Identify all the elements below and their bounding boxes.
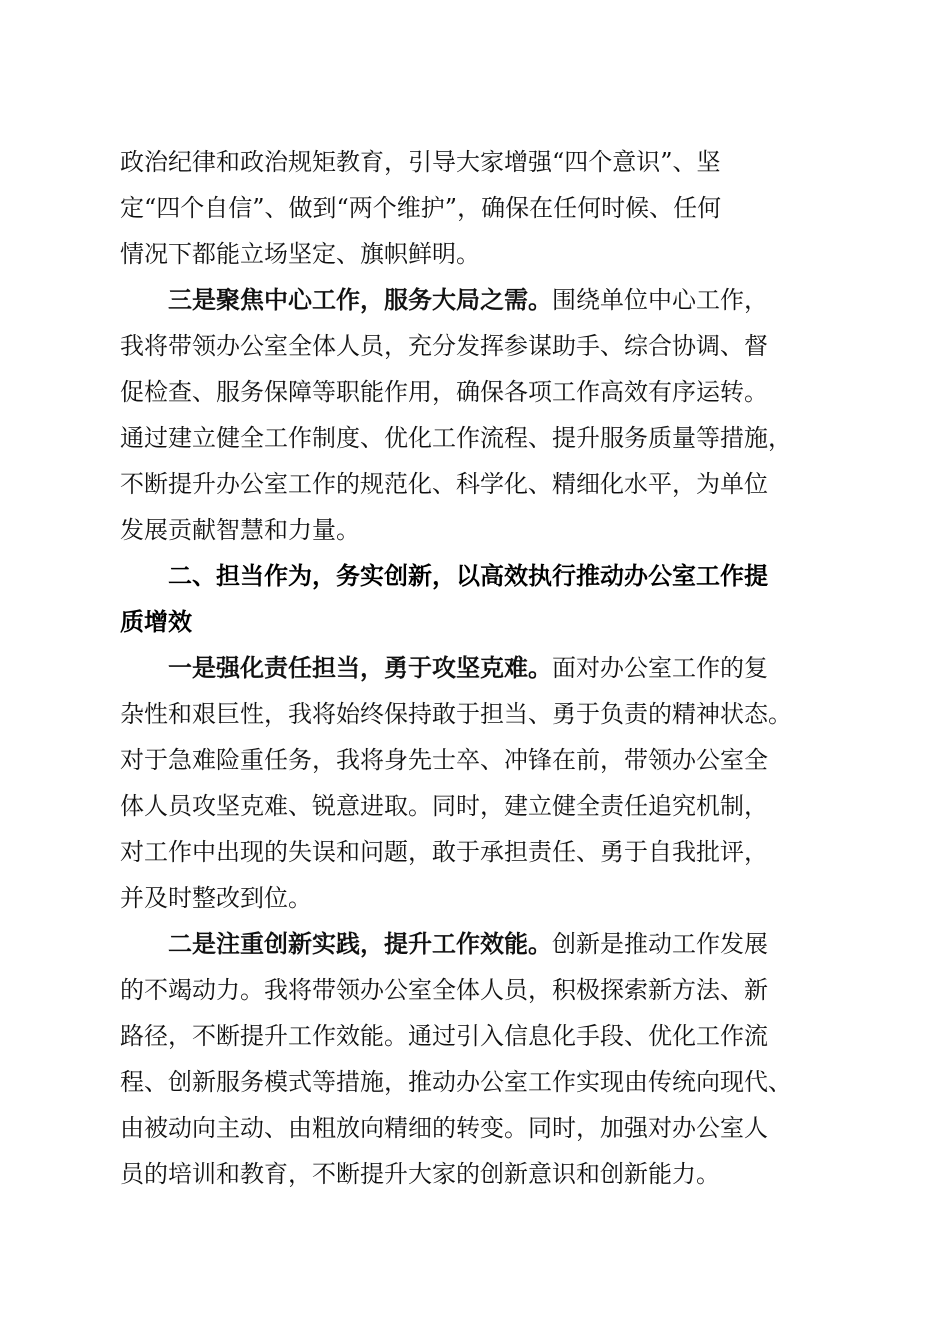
paragraph-3-line-4: 体人员攻坚克难、锐意进取。同时，建立健全责任追究机制， <box>120 792 768 820</box>
paragraph-3-line-6: 并及时整改到位。 <box>120 884 312 912</box>
paragraph-1-line-3: 情况下都能立场坚定、旗帜鲜明。 <box>120 240 480 268</box>
paragraph-4-lead: 二是注重创新实践，提升工作效能。 <box>168 929 552 958</box>
paragraph-2-line-1-rest: 围绕单位中心工作， <box>552 286 768 314</box>
paragraph-4-line-4: 程、创新服务模式等措施，推动办公室工作实现由传统向现代、 <box>120 1068 792 1096</box>
paragraph-3-line-3: 对于急难险重任务，我将身先士卒、冲锋在前，带领办公室全 <box>120 746 768 774</box>
paragraph-3-line-1 <box>168 653 768 683</box>
paragraph-4-line-6: 员的培训和教育，不断提升大家的创新意识和创新能力。 <box>120 1160 720 1188</box>
paragraph-4-line-2: 的不竭动力。我将带领办公室全体人员，积极探索新方法、新 <box>120 976 768 1004</box>
paragraph-3-lead: 一是强化责任担当，勇于攻坚克难。 <box>168 653 552 682</box>
paragraph-4-line-5: 由被动向主动、由粗放向精细的转变。同时，加强对办公室人 <box>120 1114 768 1142</box>
section-heading-line-2: 质增效 <box>120 608 192 636</box>
paragraph-3-line-5: 对工作中出现的失误和问题，敢于承担责任、勇于自我批评， <box>120 838 768 866</box>
paragraph-4-line-3: 路径，不断提升工作效能。通过引入信息化手段、优化工作流 <box>120 1022 768 1050</box>
paragraph-2-lead: 三是聚焦中心工作，服务大局之需。 <box>168 285 552 314</box>
paragraph-4-line-1-rest: 创新是推动工作发展 <box>552 930 768 958</box>
paragraph-2-line-6: 发展贡献智慧和力量。 <box>120 516 360 544</box>
paragraph-3-line-1-rest: 面对办公室工作的复 <box>552 654 768 682</box>
section-heading-line-1: 二、担当作为，务实创新，以高效执行推动办公室工作提 <box>168 562 768 590</box>
paragraph-2-line-1 <box>168 285 768 315</box>
paragraph-2-line-3: 促检查、服务保障等职能作用，确保各项工作高效有序运转。 <box>120 378 768 406</box>
paragraph-1-line-1: 政治纪律和政治规矩教育，引导大家增强“四个意识”、坚 <box>120 148 721 176</box>
paragraph-2-line-2: 我将带领办公室全体人员，充分发挥参谋助手、综合协调、督 <box>120 332 768 360</box>
paragraph-2-line-5: 不断提升办公室工作的规范化、科学化、精细化水平，为单位 <box>120 470 768 498</box>
paragraph-4-line-1 <box>168 929 768 959</box>
paragraph-3-line-2: 杂性和艰巨性，我将始终保持敢于担当、勇于负责的精神状态。 <box>120 700 792 728</box>
paragraph-2-line-4: 通过建立健全工作制度、优化工作流程、提升服务质量等措施， <box>120 424 792 452</box>
paragraph-1-line-2: 定“四个自信”、做到“两个维护”，确保在任何时候、任何 <box>120 194 722 222</box>
